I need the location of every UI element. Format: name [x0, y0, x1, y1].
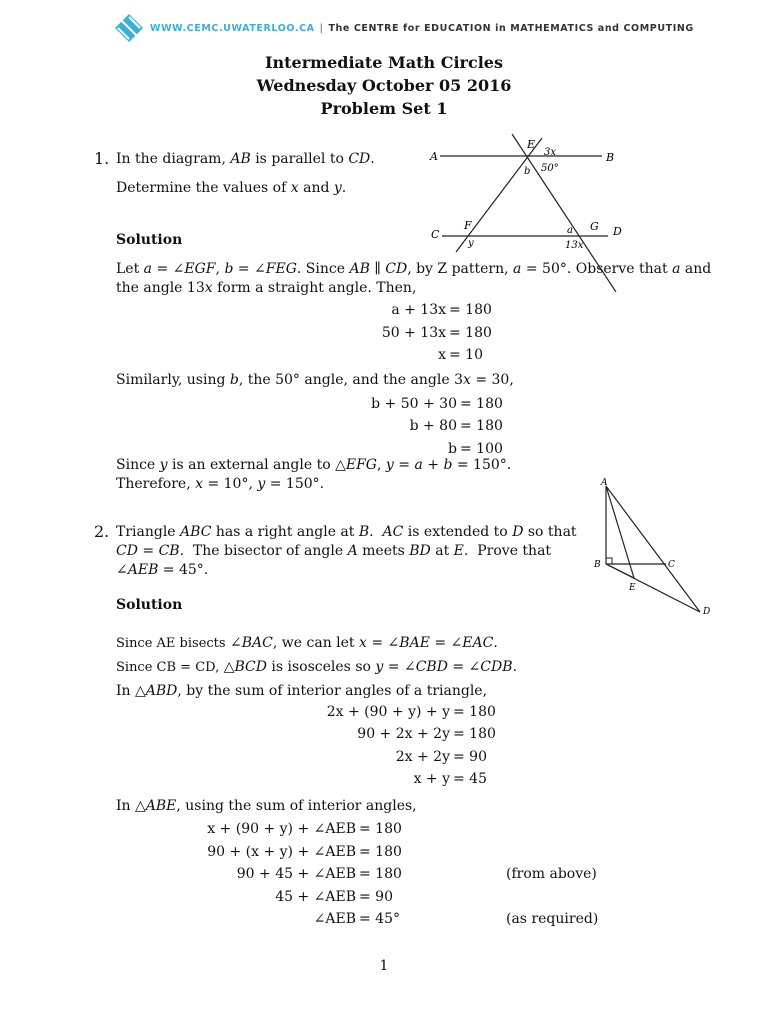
eq2-r1: = 180 — [460, 396, 503, 412]
header-text — [150, 23, 694, 34]
eq4-r4: = 90 — [359, 889, 393, 905]
problem-1-number: 1. — [94, 149, 110, 168]
label-C: C — [431, 228, 440, 241]
label-D: D — [613, 225, 622, 238]
problem-1-question: Determine the values of x and y. — [116, 180, 347, 196]
problem-2-diagram — [590, 474, 720, 620]
label-A: A — [430, 150, 438, 163]
problem-2-solution-line-2: Since CB = CD, △BCD is isosceles so y = ∠CBD = ∠CDB. — [116, 659, 517, 675]
problem-2-statement-line-3: ∠AEB = 45°. — [116, 562, 209, 578]
eq4-note-3: (from above) — [506, 866, 597, 882]
problem-1-solution-heading: Solution — [116, 232, 183, 248]
eq2-r2: = 180 — [460, 418, 503, 434]
plain-text-cb: Since CB = CD, — [116, 660, 220, 675]
label-b: b — [524, 166, 531, 177]
plain-text-ae: Since AE bisects — [116, 636, 226, 651]
eq3-l3: 2x + 2y — [395, 749, 450, 765]
problem-2-statement-line-1: Triangle ABC has a right angle at B. AC is extended to D so that — [116, 524, 577, 540]
problem-1-similarly: Similarly, using b, the 50° angle, and the angle 3x = 30, — [116, 372, 514, 388]
problem-1-answer: Therefore, x = 10°, y = 150°. — [116, 476, 325, 492]
eq2-l2: b + 80 — [409, 418, 457, 434]
eq4-r3: = 180 — [359, 866, 402, 882]
eq4-l5: ∠AEB — [313, 911, 356, 927]
label-B: B — [606, 151, 615, 164]
eq1-l1: a + 13x — [391, 302, 446, 318]
eq4-r2: = 180 — [359, 844, 402, 860]
eq4-note-5: (as required) — [506, 911, 599, 927]
eq2-r3: = 100 — [460, 441, 503, 457]
label-3x: 3x — [544, 147, 557, 158]
label-y: y — [468, 238, 474, 249]
label-G: G — [590, 220, 599, 233]
segment-ad — [606, 486, 700, 612]
eq3-r2: = 180 — [453, 726, 496, 742]
problem-1-solution-line-2: the angle 13x form a straight angle. Then, — [116, 280, 417, 296]
eq1-l2: 50 + 13x — [381, 325, 446, 341]
header-bar — [114, 12, 694, 44]
title-line-2: Wednesday October 05 2016 — [256, 76, 512, 95]
page-number: 1 — [379, 958, 389, 974]
label-50deg: 50° — [541, 163, 559, 174]
label-C: C — [668, 560, 675, 570]
eq1-l3: x — [438, 347, 446, 363]
problem-2-solution-line-3: In △ABD, by the sum of interior angles of a triangle, — [116, 683, 488, 699]
title-line-1: Intermediate Math Circles — [265, 53, 503, 72]
eq4-l1: x + (90 + y) + ∠AEB — [207, 821, 356, 837]
eq4-l4: 45 + ∠AEB — [275, 889, 356, 905]
label-D: D — [703, 607, 711, 617]
label-a: a — [567, 225, 573, 236]
label-F: F — [464, 219, 472, 232]
problem-1-statement: In the diagram, AB is parallel to CD. — [116, 151, 375, 167]
problem-2-statement-line-2: CD = CB. The bisector of angle A meets BD at E. Prove that — [116, 543, 552, 559]
eq4-l3: 90 + 45 + ∠AEB — [236, 866, 356, 882]
eq3-l2: 90 + 2x + 2y — [357, 726, 450, 742]
problem-2-number: 2. — [94, 522, 110, 541]
cemc-logo-icon — [114, 13, 144, 43]
eq2-l3: b — [448, 441, 457, 457]
eq3-r1: = 180 — [453, 704, 496, 720]
header-org: The CENTRE for EDUCATION in MATHEMATICS and COMPUTING — [328, 22, 694, 34]
eq4-l2: 90 + (x + y) + ∠AEB — [207, 844, 356, 860]
problem-1-solution-line-1: Let a = ∠EGF, b = ∠FEG. Since AB ∥ CD, by Z pattern, a = 50°. Observe that a and — [116, 261, 712, 277]
label-13x: 13x — [565, 240, 584, 251]
label-E: E — [527, 138, 536, 151]
eq1-r2: = 180 — [449, 325, 492, 341]
eq3-l1: 2x + (90 + y) + y — [326, 704, 450, 720]
header-url[interactable]: WWW.CEMC.UWATERLOO.CA — [150, 22, 315, 34]
problem-1-external-angle: Since y is an external angle to △EFG, y = a + b = 150°. — [116, 457, 512, 473]
eq3-r4: = 45 — [453, 771, 487, 787]
eq3-l4: x + y — [413, 771, 450, 787]
title-line-3: Problem Set 1 — [320, 99, 448, 118]
eq3-r3: = 90 — [453, 749, 487, 765]
eq4-r1: = 180 — [359, 821, 402, 837]
eq1-r1: = 180 — [449, 302, 492, 318]
eq2-l1: b + 50 + 30 — [371, 396, 457, 412]
label-E: E — [629, 583, 636, 593]
eq4-r5: = 45° — [359, 911, 400, 927]
label-A: A — [601, 478, 608, 488]
header-separator: | — [319, 22, 324, 34]
problem-2-solution-heading: Solution — [116, 597, 183, 613]
problem-2-solution-line-1: Since AE bisects ∠BAC, we can let x = ∠BAE = ∠EAC. — [116, 635, 498, 651]
transversal-left — [456, 138, 542, 252]
eq1-r3: = 10 — [449, 347, 483, 363]
label-B: B — [594, 560, 601, 570]
problem-2-solution-line-4: In △ABE, using the sum of interior angles, — [116, 798, 417, 814]
right-angle-mark — [606, 558, 612, 564]
